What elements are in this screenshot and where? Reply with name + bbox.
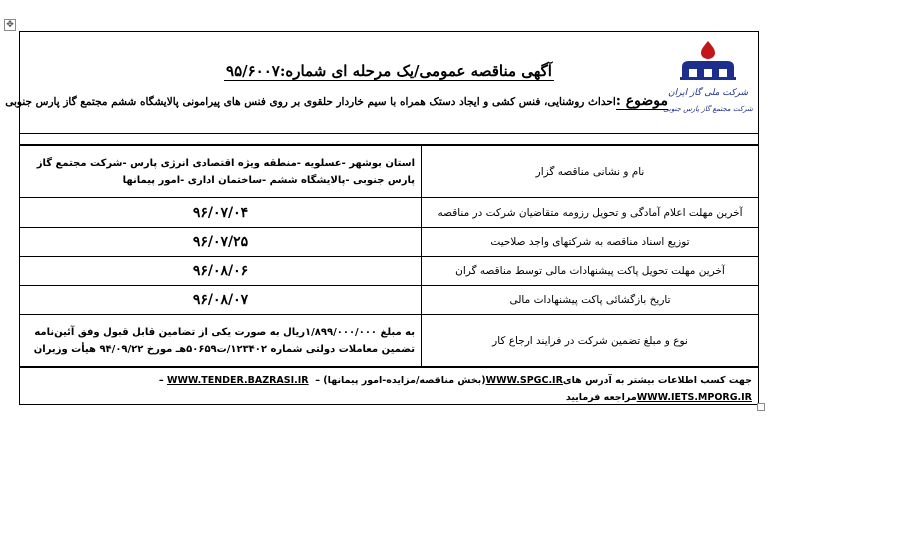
subject-label: موضوع : <box>615 93 668 109</box>
iets-link[interactable]: WWW.IETS.MPORG.IR <box>636 392 752 403</box>
table-row <box>20 257 758 286</box>
footer-contact <box>20 367 758 410</box>
field-label: نام و نشانی مناقصه گزار <box>422 146 759 198</box>
date-value: ۹۶/۰۸/۰۷ <box>20 286 422 315</box>
table-row <box>20 198 758 228</box>
logo-text-line1: شرکت ملی گاز ایران <box>668 88 748 98</box>
table-move-handle[interactable]: ✥ <box>4 19 16 31</box>
field-label: آخرین مهلت تحویل پاکت پیشنهادات مالی توسط مناقصه گران <box>422 257 759 286</box>
footer-text: (بخش مناقصه/مزایده-امور پیمانها) – <box>315 375 486 386</box>
field-label: نوع و مبلغ تضمین شرکت در فرایند ارجاع کار <box>422 315 759 367</box>
notice-header <box>5 32 758 134</box>
tender-details-table <box>20 145 758 367</box>
spgc-link[interactable]: WWW.SPGC.IR <box>485 375 563 386</box>
tender-notice <box>5 31 759 405</box>
footer-text: مراجعه فرمایید <box>565 392 637 403</box>
table-row <box>20 228 758 257</box>
field-label: آخرین مهلت اعلام آمادگی و تحویل رزومه متقاضیان شرکت در مناقصه <box>422 198 759 228</box>
footer-text: جهت کسب اطلاعات بیشتر به آدرس های <box>562 375 752 386</box>
subject-text: احداث روشنایی، فنس کشی و ایجاد دستک همراه با سیم خاردار حلقوی بر روی فنس های پیرامونی پالایشگاه ششم مجتمع گاز پارس جنوبی <box>5 96 616 108</box>
field-label: توزیع اسناد مناقصه به شرکتهای واجد صلاحیت <box>422 228 759 257</box>
field-value: استان بوشهر -عسلویه -منطقه ویژه اقتصادی انرژی پارس -شرکت مجتمع گاز پارس جنوبی -پالایشگاه ششم -ساختمان اداری -امور پیمانها <box>20 146 422 198</box>
logo-text-line2: شرکت مجتمع گاز پارس جنوبی <box>663 105 753 113</box>
field-label: تاریخ بازگشائی پاکت پیشنهادات مالی <box>422 286 759 315</box>
table-row <box>20 146 758 198</box>
tender-bazrasi-link[interactable]: WWW.TENDER.BAZRASI.IR <box>166 375 309 386</box>
footer-text: – <box>158 375 167 386</box>
field-value: به مبلغ ۱/۸۹۹/۰۰۰/۰۰۰ریال به صورت یکی از تضامین قابل قبول وفق آئین‌نامه تضمین معاملات دولتی شماره ۱۲۳۴۰۲/ت۵۰۶۵۹هـ مورخ ۹۴/۰۹/۲۲ هیأت وزیران <box>20 315 422 367</box>
date-value: ۹۶/۰۷/۰۴ <box>20 198 422 228</box>
notice-title: آگهی مناقصه عمومی/یک مرحله ای شماره:۹۵/۶۰۰۷ <box>226 62 552 80</box>
header-spacer <box>20 134 758 145</box>
notice-subject <box>5 93 668 109</box>
date-value: ۹۶/۰۸/۰۶ <box>20 257 422 286</box>
table-resize-handle[interactable] <box>757 403 765 411</box>
table-row <box>20 315 758 367</box>
date-value: ۹۶/۰۷/۲۵ <box>20 228 422 257</box>
company-logo <box>663 37 753 125</box>
table-row <box>20 286 758 315</box>
